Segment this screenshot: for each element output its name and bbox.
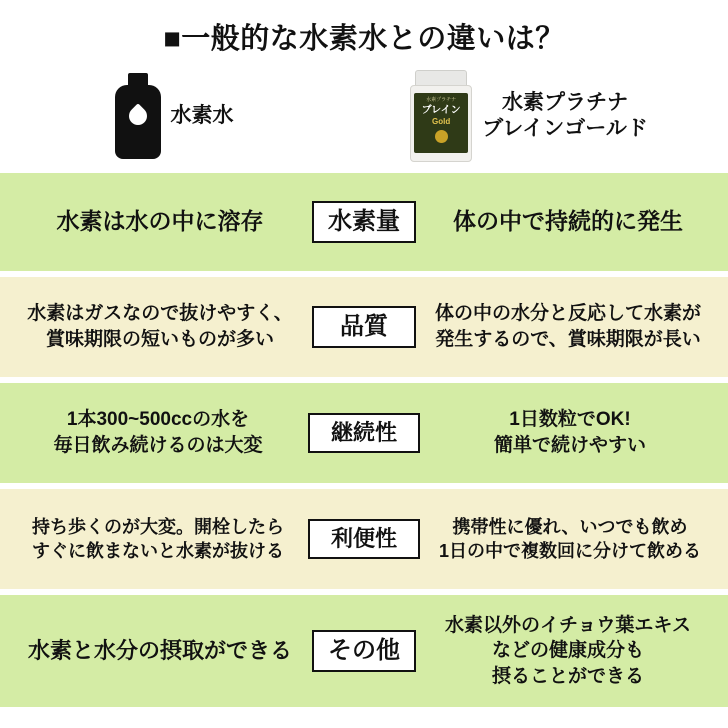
row-right-line2: 1日の中で複数回に分けて飲める (438, 541, 701, 561)
product-header-row (0, 63, 728, 173)
row-right-line3: 摂ることができる (491, 665, 644, 687)
row-category-label: その他 (312, 630, 416, 672)
supplement-body (410, 85, 472, 162)
row-left-line2: すぐに飲まないと水素が抜ける (32, 541, 284, 561)
product-left-label: 水素水 (170, 103, 234, 127)
comparison-row-quality (0, 277, 728, 377)
row-right-text (420, 407, 720, 458)
supplement-label-main: ブレイン (421, 105, 461, 116)
row-left-line2: 毎日飲み続けるのは大変 (53, 435, 263, 456)
row-left-line1: 1本300~500ccの水を (66, 409, 250, 431)
supplement-bottle-icon (410, 70, 472, 162)
row-right-line1: 携帯性に優れ、いつでも飲め (452, 516, 688, 537)
row-right-line1: 体の中の水分と反応して水素が (434, 303, 701, 325)
product-right-label-line2: ブレインゴールド (482, 117, 648, 140)
row-right-line1: 1日数粒でOK! (509, 409, 631, 431)
water-bottle-icon (115, 73, 161, 159)
row-left-line1: 水素はガスなので抜けやすく、 (27, 303, 293, 325)
row-category-label: 品質 (312, 306, 416, 348)
row-category-label: 水素量 (312, 201, 416, 243)
row-right-text (420, 515, 720, 564)
row-left-text (8, 407, 308, 458)
supplement-cap (415, 70, 467, 86)
row-right-text: 体の中で持続的に発生 (453, 208, 683, 235)
row-right-line2: 発生するので、賞味期限が長い (435, 329, 701, 350)
row-right-text (416, 301, 720, 352)
comparison-rows (0, 173, 728, 707)
row-category-label: 利便性 (308, 519, 420, 559)
product-right-label-line1: 水素プラチナ (501, 90, 628, 114)
row-left-text: 水素は水の中に溶存 (56, 208, 264, 235)
product-left (9, 73, 339, 159)
supplement-label (414, 93, 468, 153)
supplement-seal-icon (435, 130, 448, 143)
supplement-label-top: 水素プラチナ (426, 97, 457, 103)
product-right-label (482, 90, 648, 143)
row-right-text (416, 613, 720, 690)
row-category-label: 継続性 (308, 413, 420, 453)
row-left-text (8, 301, 312, 352)
comparison-row-continuity (0, 383, 728, 483)
bottle-cap (128, 73, 148, 85)
comparison-row-others (0, 595, 728, 707)
row-left-line1: 持ち歩くのが大変。開栓したら (32, 516, 284, 537)
product-right (339, 70, 719, 162)
row-left-line2: 賞味期限の短いものが多い (45, 329, 274, 350)
row-right-line2: などの健康成分も (491, 640, 644, 662)
comparison-row-convenience (0, 489, 728, 589)
row-left-text: 水素と水分の摂取ができる (27, 638, 292, 664)
comparison-row-hydrogen-amount (0, 173, 728, 271)
row-right-line1: 水素以外のイチョウ葉エキス (444, 614, 692, 636)
row-right-line2: 簡単で続けやすい (493, 435, 646, 456)
row-left-text (8, 515, 308, 564)
supplement-label-sub: Gold (432, 117, 451, 126)
page-title: ■一般的な水素水との違いは？ (163, 23, 565, 55)
